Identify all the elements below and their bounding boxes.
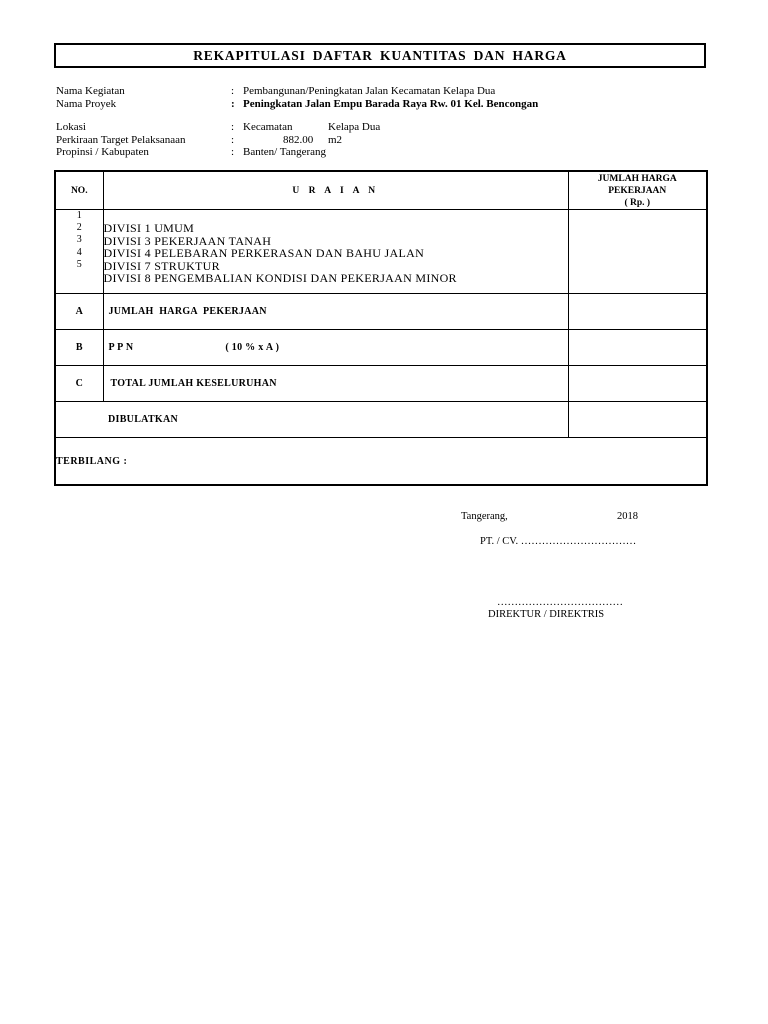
info-label: Nama Proyek — [56, 97, 117, 110]
division-numbers — [55, 210, 103, 294]
summary-code: A — [55, 294, 103, 330]
info-label: Propinsi / Kabupaten — [56, 146, 149, 158]
terbilang-label: TERBILANG : — [55, 438, 707, 486]
division-row — [55, 210, 707, 294]
info-colon: : — [231, 121, 235, 133]
summary-amount-cell — [568, 366, 707, 402]
division-amount-cell — [568, 210, 707, 294]
summary-row-b — [55, 330, 707, 366]
summary-formula: ( 10 % x A ) — [225, 342, 280, 353]
info-value-secondary: Kelapa Dua — [328, 121, 381, 133]
info-value: Pembangunan/Peningkatan Jalan Kecamatan Kelapa Dua — [243, 85, 496, 97]
signature-year: 2018 — [617, 511, 638, 522]
summary-label: TOTAL JUMLAH KESELURUHAN — [103, 366, 568, 402]
summary-label: JUMLAH HARGA PEKERJAAN — [103, 294, 568, 330]
info-value: Kecamatan — [243, 121, 293, 133]
summary-row-c — [55, 366, 707, 402]
info-label: Lokasi — [56, 121, 86, 133]
header-no: NO. — [55, 171, 103, 210]
summary-amount-cell — [568, 402, 707, 438]
signature-name-line: ……………………………… — [497, 597, 623, 608]
document-title: REKAPITULASI DAFTAR KUANTITAS DAN HARGA — [54, 43, 706, 68]
info-value: 882.00 — [283, 133, 314, 146]
division-no: 5 — [76, 258, 82, 270]
signature-company: PT. / CV. …………………………… — [480, 536, 637, 547]
info-unit: m2 — [328, 133, 343, 146]
division-no: 2 — [76, 222, 82, 234]
summary-code: C — [55, 366, 103, 402]
header-uraian: U R A I A N — [103, 171, 568, 210]
summary-code — [55, 402, 103, 438]
summary-amount-cell — [568, 330, 707, 366]
info-value: Peningkatan Jalan Empu Barada Raya Rw. 01 Kel. Bencongan — [243, 97, 539, 110]
recap-table — [54, 170, 708, 486]
division-no: 4 — [76, 246, 82, 258]
division-name: DIVISI 3 PEKERJAAN TANAH — [103, 233, 272, 248]
division-name: DIVISI 1 UMUM — [103, 221, 195, 235]
summary-row-dibulatkan — [55, 402, 707, 438]
header-jumlah-line: JUMLAH HARGA — [597, 174, 677, 184]
signature-place: Tangerang, — [461, 511, 508, 522]
division-no: 3 — [76, 234, 82, 246]
info-colon: : — [231, 133, 235, 146]
summary-label-cell — [103, 330, 568, 366]
summary-code: B — [55, 330, 103, 366]
signature-position: DIREKTUR / DIREKTRIS — [488, 609, 605, 620]
header-jumlah-line: ( Rp. ) — [624, 198, 651, 208]
summary-label: P P N — [108, 342, 134, 353]
info-colon: : — [231, 146, 235, 158]
header-jumlah-line: PEKERJAAN — [608, 186, 667, 196]
division-name: DIVISI 4 PELEBARAN PERKERASAN DAN BAHU JALAN — [103, 246, 425, 261]
info-colon: : — [231, 85, 235, 97]
info-label: Perkiraan Target Pelaksanaan — [56, 133, 186, 146]
division-no: 1 — [76, 210, 82, 221]
info-value: Banten/ Tangerang — [243, 146, 327, 158]
info-colon: : — [231, 97, 235, 110]
summary-label: DIBULATKAN — [103, 402, 568, 438]
header-jumlah — [568, 171, 707, 210]
summary-row-a — [55, 294, 707, 330]
division-list — [103, 210, 568, 294]
table-header-row — [55, 171, 707, 210]
terbilang-row — [55, 438, 707, 486]
summary-amount-cell — [568, 294, 707, 330]
info-label: Nama Kegiatan — [56, 85, 125, 97]
division-name: DIVISI 8 PENGEMBALIAN KONDISI DAN PEKERJAAN MINOR — [103, 271, 457, 286]
division-name: DIVISI 7 STRUKTUR — [103, 258, 220, 273]
